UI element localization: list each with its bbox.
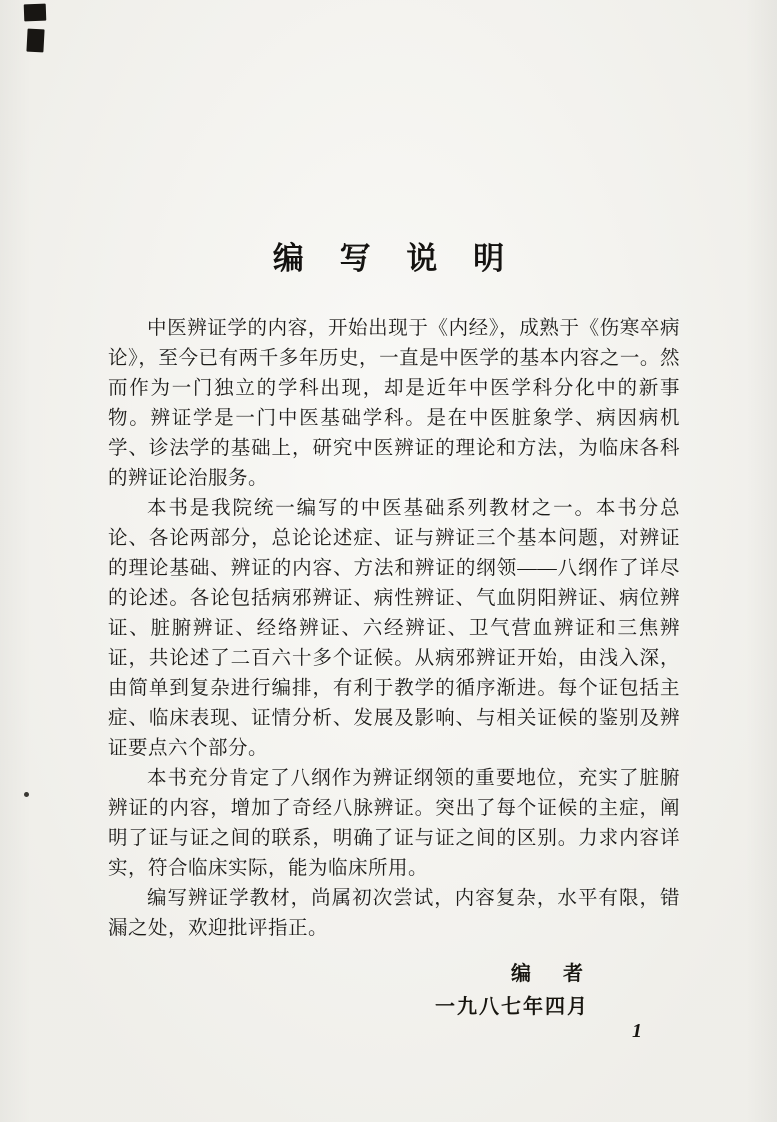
page-title: 编 写 说 明 (272, 241, 519, 276)
author-signature: 编 者 (511, 963, 589, 985)
scan-artifact-icon (24, 4, 47, 22)
paragraph-2: 本书是我院统一编写的中医基础系列教材之一。本书分总论、各论两部分，总论论述症、证与辨证三个基本问题，对辨证的理论基础、辨证的内容、方法和辨证的纲领——八纲作了详尽的论述。各论包括病邪辨证、病性辨证、气血阴阳辨证、病位辨证、脏腑辨证、经络辨证、六经辨证、卫气营血辨证和三焦辨证，共论述了二百六十多个证候。从病邪辨证开始，由浅入深，由简单到复杂进行编排，有利于教学的循序渐进。每个证包括主症、临床表现、证情分析、发展及影响、与相关证候的鉴别及辨证要点六个部分。 (108, 498, 680, 759)
scan-dot-artifact-icon (24, 792, 29, 797)
paragraph-4: 编写辨证学教材，尚属初次尝试，内容复杂，水平有限，错漏之处，欢迎批评指正。 (108, 888, 680, 939)
scan-artifact-icon (26, 29, 44, 53)
page-number: 1 (632, 1020, 642, 1042)
signature-block (0, 958, 589, 1024)
body-text (108, 314, 680, 944)
paragraph-1: 中医辨证学的内容，开始出现于《内经》，成熟于《伤寒卒病论》，至今已有两千多年历史，一直是中医学的基本内容之一。然而作为一门独立的学科出现，却是近年中医学科分化中的新事物。辨证学是一门中医基础学科。是在中医脏象学、病因病机学、诊法学的基础上，研究中医辨证的理论和方法，为临床各科的辨证论治服务。 (108, 318, 680, 489)
paragraph-3: 本书充分肯定了八纲作为辨证纲领的重要地位，充实了脏腑辨证的内容，增加了奇经八脉辨证。突出了每个证候的主症，阐明了证与证之间的联系，明确了证与证之间的区别。力求内容详实，符合临床实际，能为临床所用。 (108, 768, 680, 879)
publication-date: 一九八七年四月 (435, 996, 589, 1018)
